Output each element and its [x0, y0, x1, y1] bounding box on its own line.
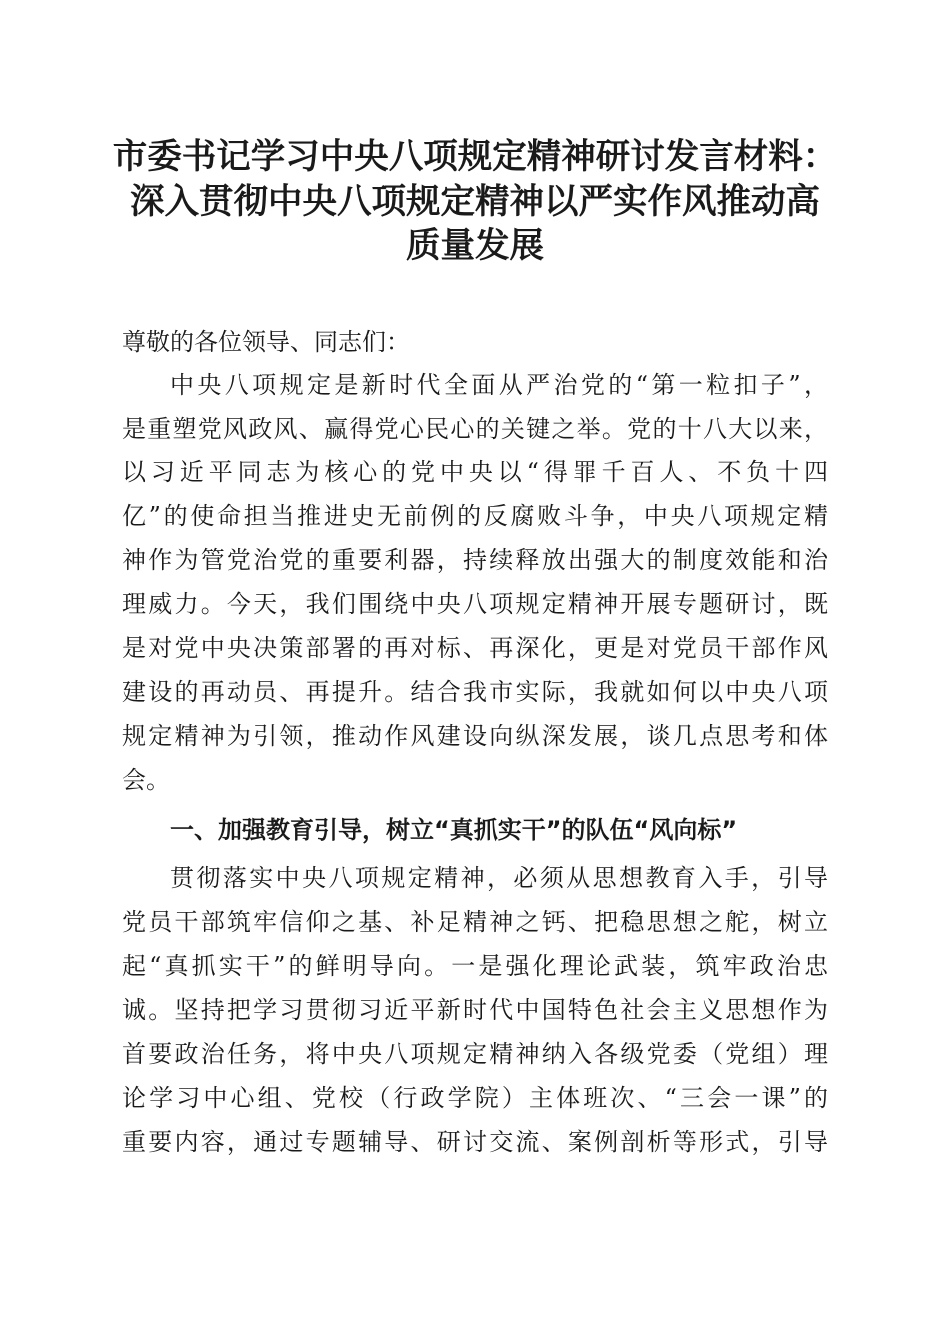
- paragraph-line: 亿”的使命担当推进史无前例的反腐败斗争，中央八项规定精: [122, 502, 828, 530]
- paragraph-line: 中央八项规定是新时代全面从严治党的“第一粒扣子”，: [170, 371, 828, 399]
- paragraph-line: 论学习中心组、党校（行政学院）主体班次、“三会一课”的: [122, 1084, 828, 1112]
- paragraph-line: 是重塑党风政风、赢得党心民心的关键之举。党的十八大以来，: [122, 415, 828, 443]
- title-line: 市委书记学习中央八项规定精神研讨发言材料：: [112, 137, 838, 177]
- paragraph-line: 以习近平同志为核心的党中央以“得罪千百人、不负十四: [122, 458, 828, 486]
- paragraph-line: 党员干部筑牢信仰之基、补足精神之钙、把稳思想之舵，树立: [122, 908, 828, 936]
- paragraph-line: 神作为管党治党的重要利器，持续释放出强大的制度效能和治: [122, 546, 828, 574]
- paragraph-line: 理威力。今天，我们围绕中央八项规定精神开展专题研讨，既: [122, 590, 828, 618]
- paragraph-line: 规定精神为引领，推动作风建设向纵深发展，谈几点思考和体: [122, 722, 828, 750]
- paragraph-line: 是对党中央决策部署的再对标、再深化，更是对党员干部作风: [122, 634, 828, 662]
- title-line: 深入贯彻中央八项规定精神以严实作风推动高: [130, 181, 820, 222]
- paragraph-line: 首要政治任务，将中央八项规定精神纳入各级党委（党组）理: [122, 1040, 828, 1068]
- paragraph-line: 会。: [122, 766, 170, 794]
- salutation: 尊敬的各位领导、同志们：: [122, 328, 410, 356]
- paragraph-line: 重要内容，通过专题辅导、研讨交流、案例剖析等形式，引导: [122, 1128, 828, 1156]
- paragraph-line: 起“真抓实干”的鲜明导向。一是强化理论武装，筑牢政治忠: [122, 952, 828, 980]
- section-heading: 一、加强教育引导，树立“真抓实干”的队伍“风向标”: [170, 816, 738, 844]
- paragraph-line: 贯彻落实中央八项规定精神，必须从思想教育入手，引导: [170, 864, 828, 892]
- document-title: [100, 135, 850, 269]
- title-line: 质量发展: [406, 226, 544, 266]
- paragraph-line: 诚。坚持把学习贯彻习近平新时代中国特色社会主义思想作为: [122, 996, 828, 1024]
- paragraph-line: 建设的再动员、再提升。结合我市实际，我就如何以中央八项: [122, 678, 828, 706]
